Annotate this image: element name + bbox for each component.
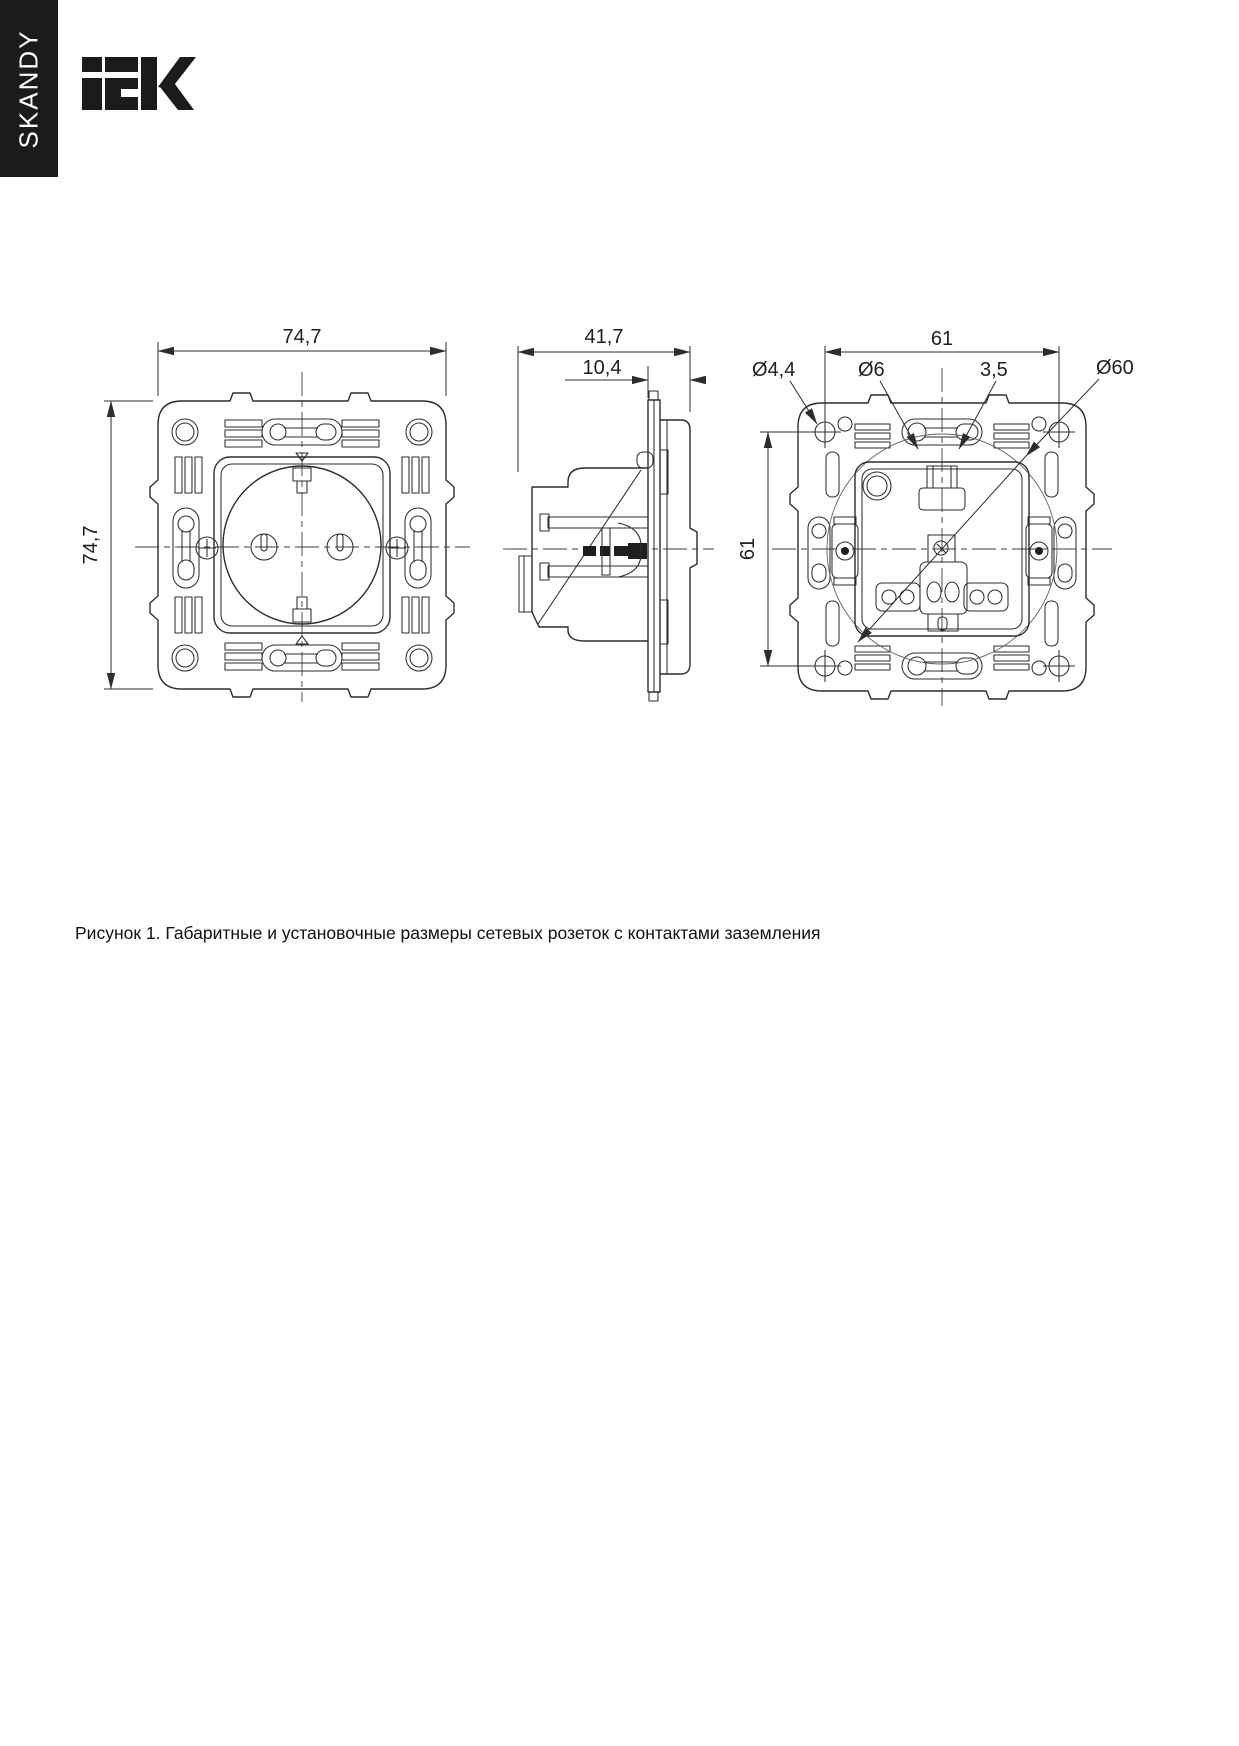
dim-side-depth: 41,7: [584, 326, 624, 348]
box-dia-callout: [858, 357, 1134, 642]
side-view: [503, 326, 714, 701]
dim-mount-hole: Ø4,4: [752, 359, 796, 381]
dim-slot-width: 3,5: [980, 359, 1008, 381]
side-front-depth-dimension: [565, 357, 704, 398]
front-view: [80, 326, 470, 702]
figure-caption: Рисунок 1. Габаритные и установочные размеры сетевых розеток с контактами заземления: [75, 923, 821, 943]
dim-rear-pitch-v: 61: [737, 537, 759, 561]
dim-front-width: 74,7: [282, 326, 322, 348]
dim-rear-pitch-h: 61: [930, 328, 954, 350]
mount-hole-callout: [752, 359, 817, 424]
series-label: SKANDY: [13, 29, 44, 148]
dim-front-height: 74,7: [80, 525, 102, 565]
rear-view: [737, 328, 1134, 706]
front-height-dimension: [80, 401, 153, 689]
slot-width-callout: [959, 359, 1008, 449]
dim-slot-hole: Ø6: [858, 359, 885, 381]
dim-box-dia: Ø60: [1096, 357, 1134, 379]
dim-side-front-depth: 10,4: [582, 357, 622, 379]
